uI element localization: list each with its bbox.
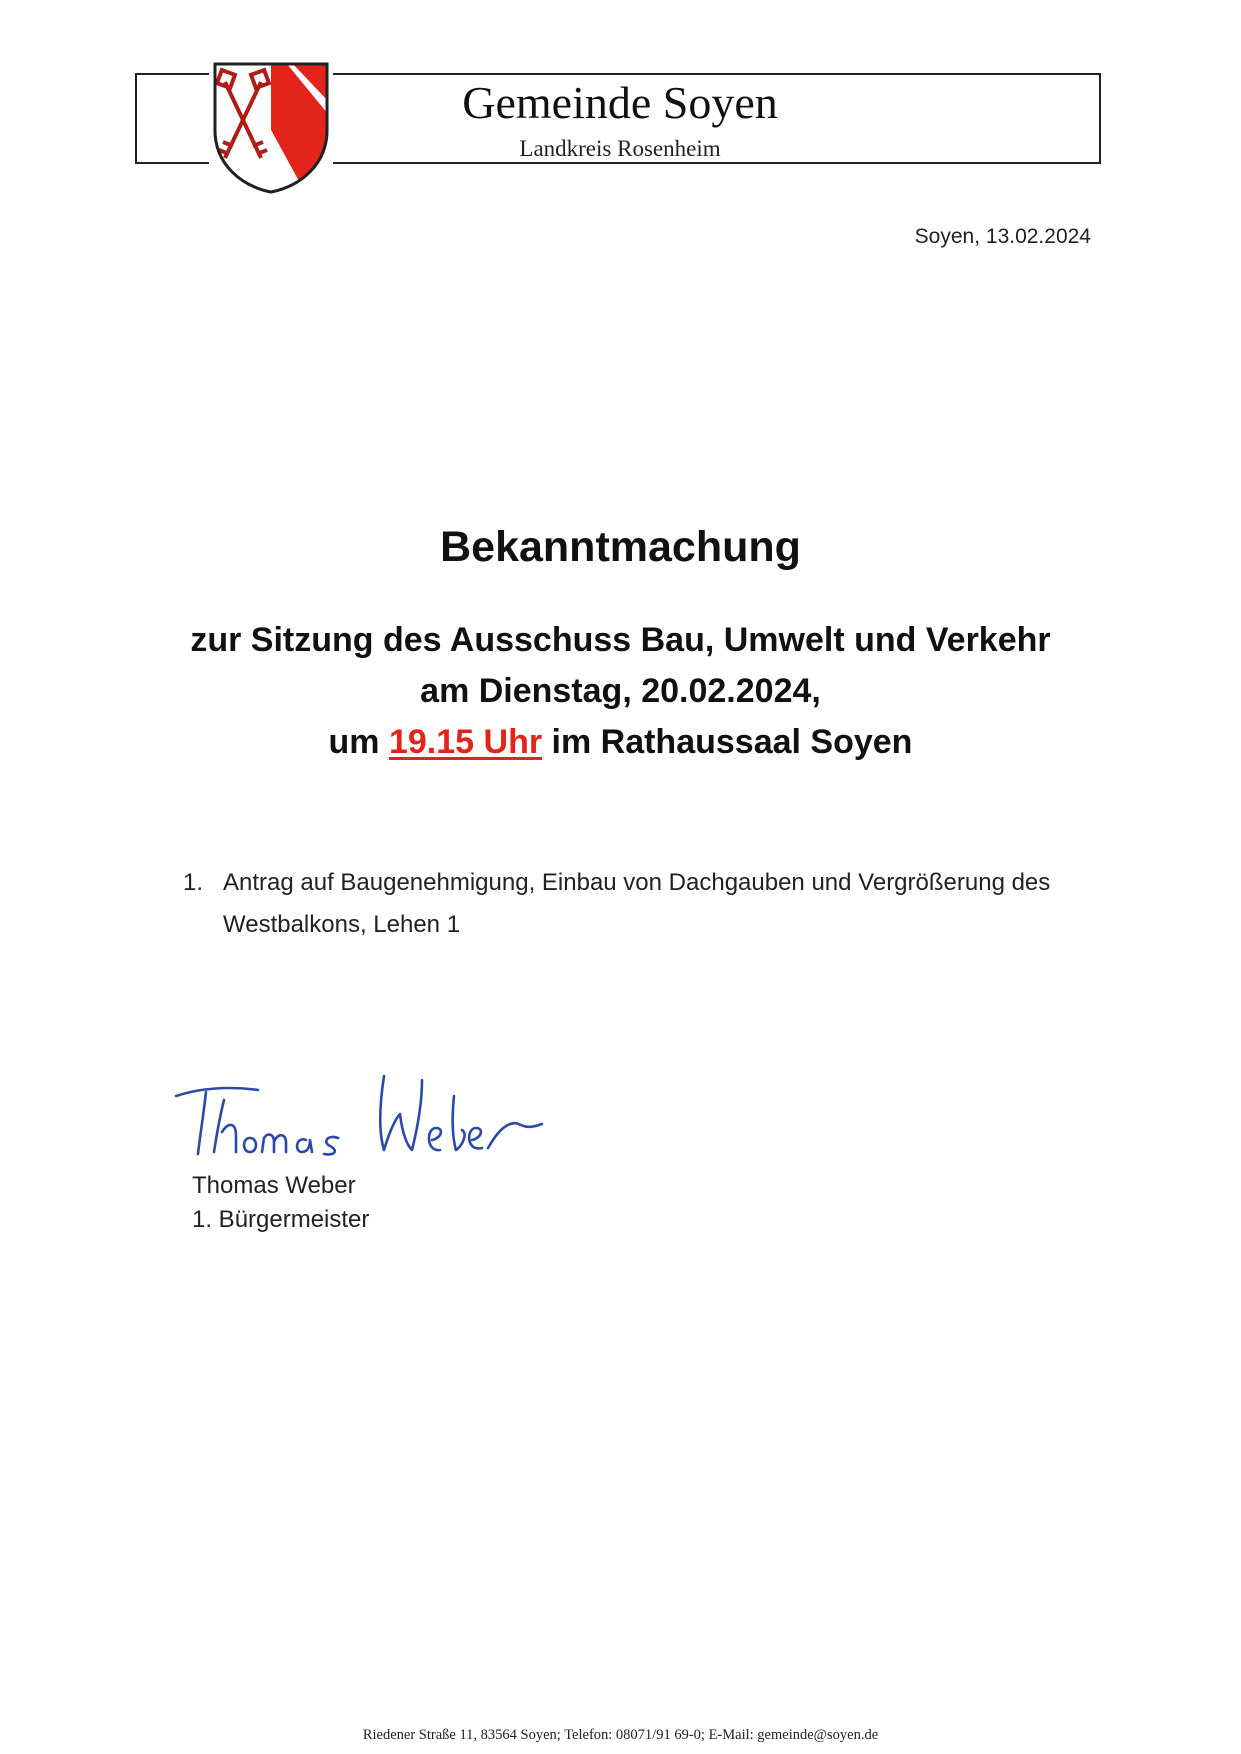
signer-role: 1. Bürgermeister: [192, 1206, 370, 1233]
signer-name: Thomas Weber: [192, 1172, 356, 1199]
meeting-time: 19.15 Uhr: [388, 723, 543, 761]
organization-name: Gemeinde Soyen: [462, 77, 778, 128]
agenda-item-text: Antrag auf Baugenehmigung, Einbau von Dachgauben und Vergrößerung des Westbalkons, Lehen 1: [223, 869, 1051, 938]
meeting-line-3-prefix: um: [328, 723, 389, 761]
document-date: Soyen, 13.02.2024: [914, 225, 1091, 248]
coat-of-arms-icon: [209, 60, 333, 196]
meeting-line-2: am Dienstag, 20.02.2024,: [420, 672, 821, 710]
page-title: Bekanntmachung: [440, 523, 801, 571]
footer-contact: Riedener Straße 11, 83564 Soyen; Telefon: 08071/91 69-0; E-Mail: gemeinde@soyen.de: [362, 1727, 879, 1743]
meeting-details: [0, 615, 1241, 768]
meeting-line-3: [0, 717, 1241, 768]
handwritten-signature: [170, 1066, 550, 1166]
agenda-list: [183, 862, 1103, 946]
organization-district: Landkreis Rosenheim: [519, 136, 721, 161]
agenda-item: [183, 862, 1103, 946]
meeting-line-3-suffix: im Rathaussaal Soyen: [542, 723, 913, 761]
agenda-item-number: 1.: [183, 869, 204, 896]
meeting-line-1: zur Sitzung des Ausschuss Bau, Umwelt und Verkehr: [190, 621, 1051, 659]
